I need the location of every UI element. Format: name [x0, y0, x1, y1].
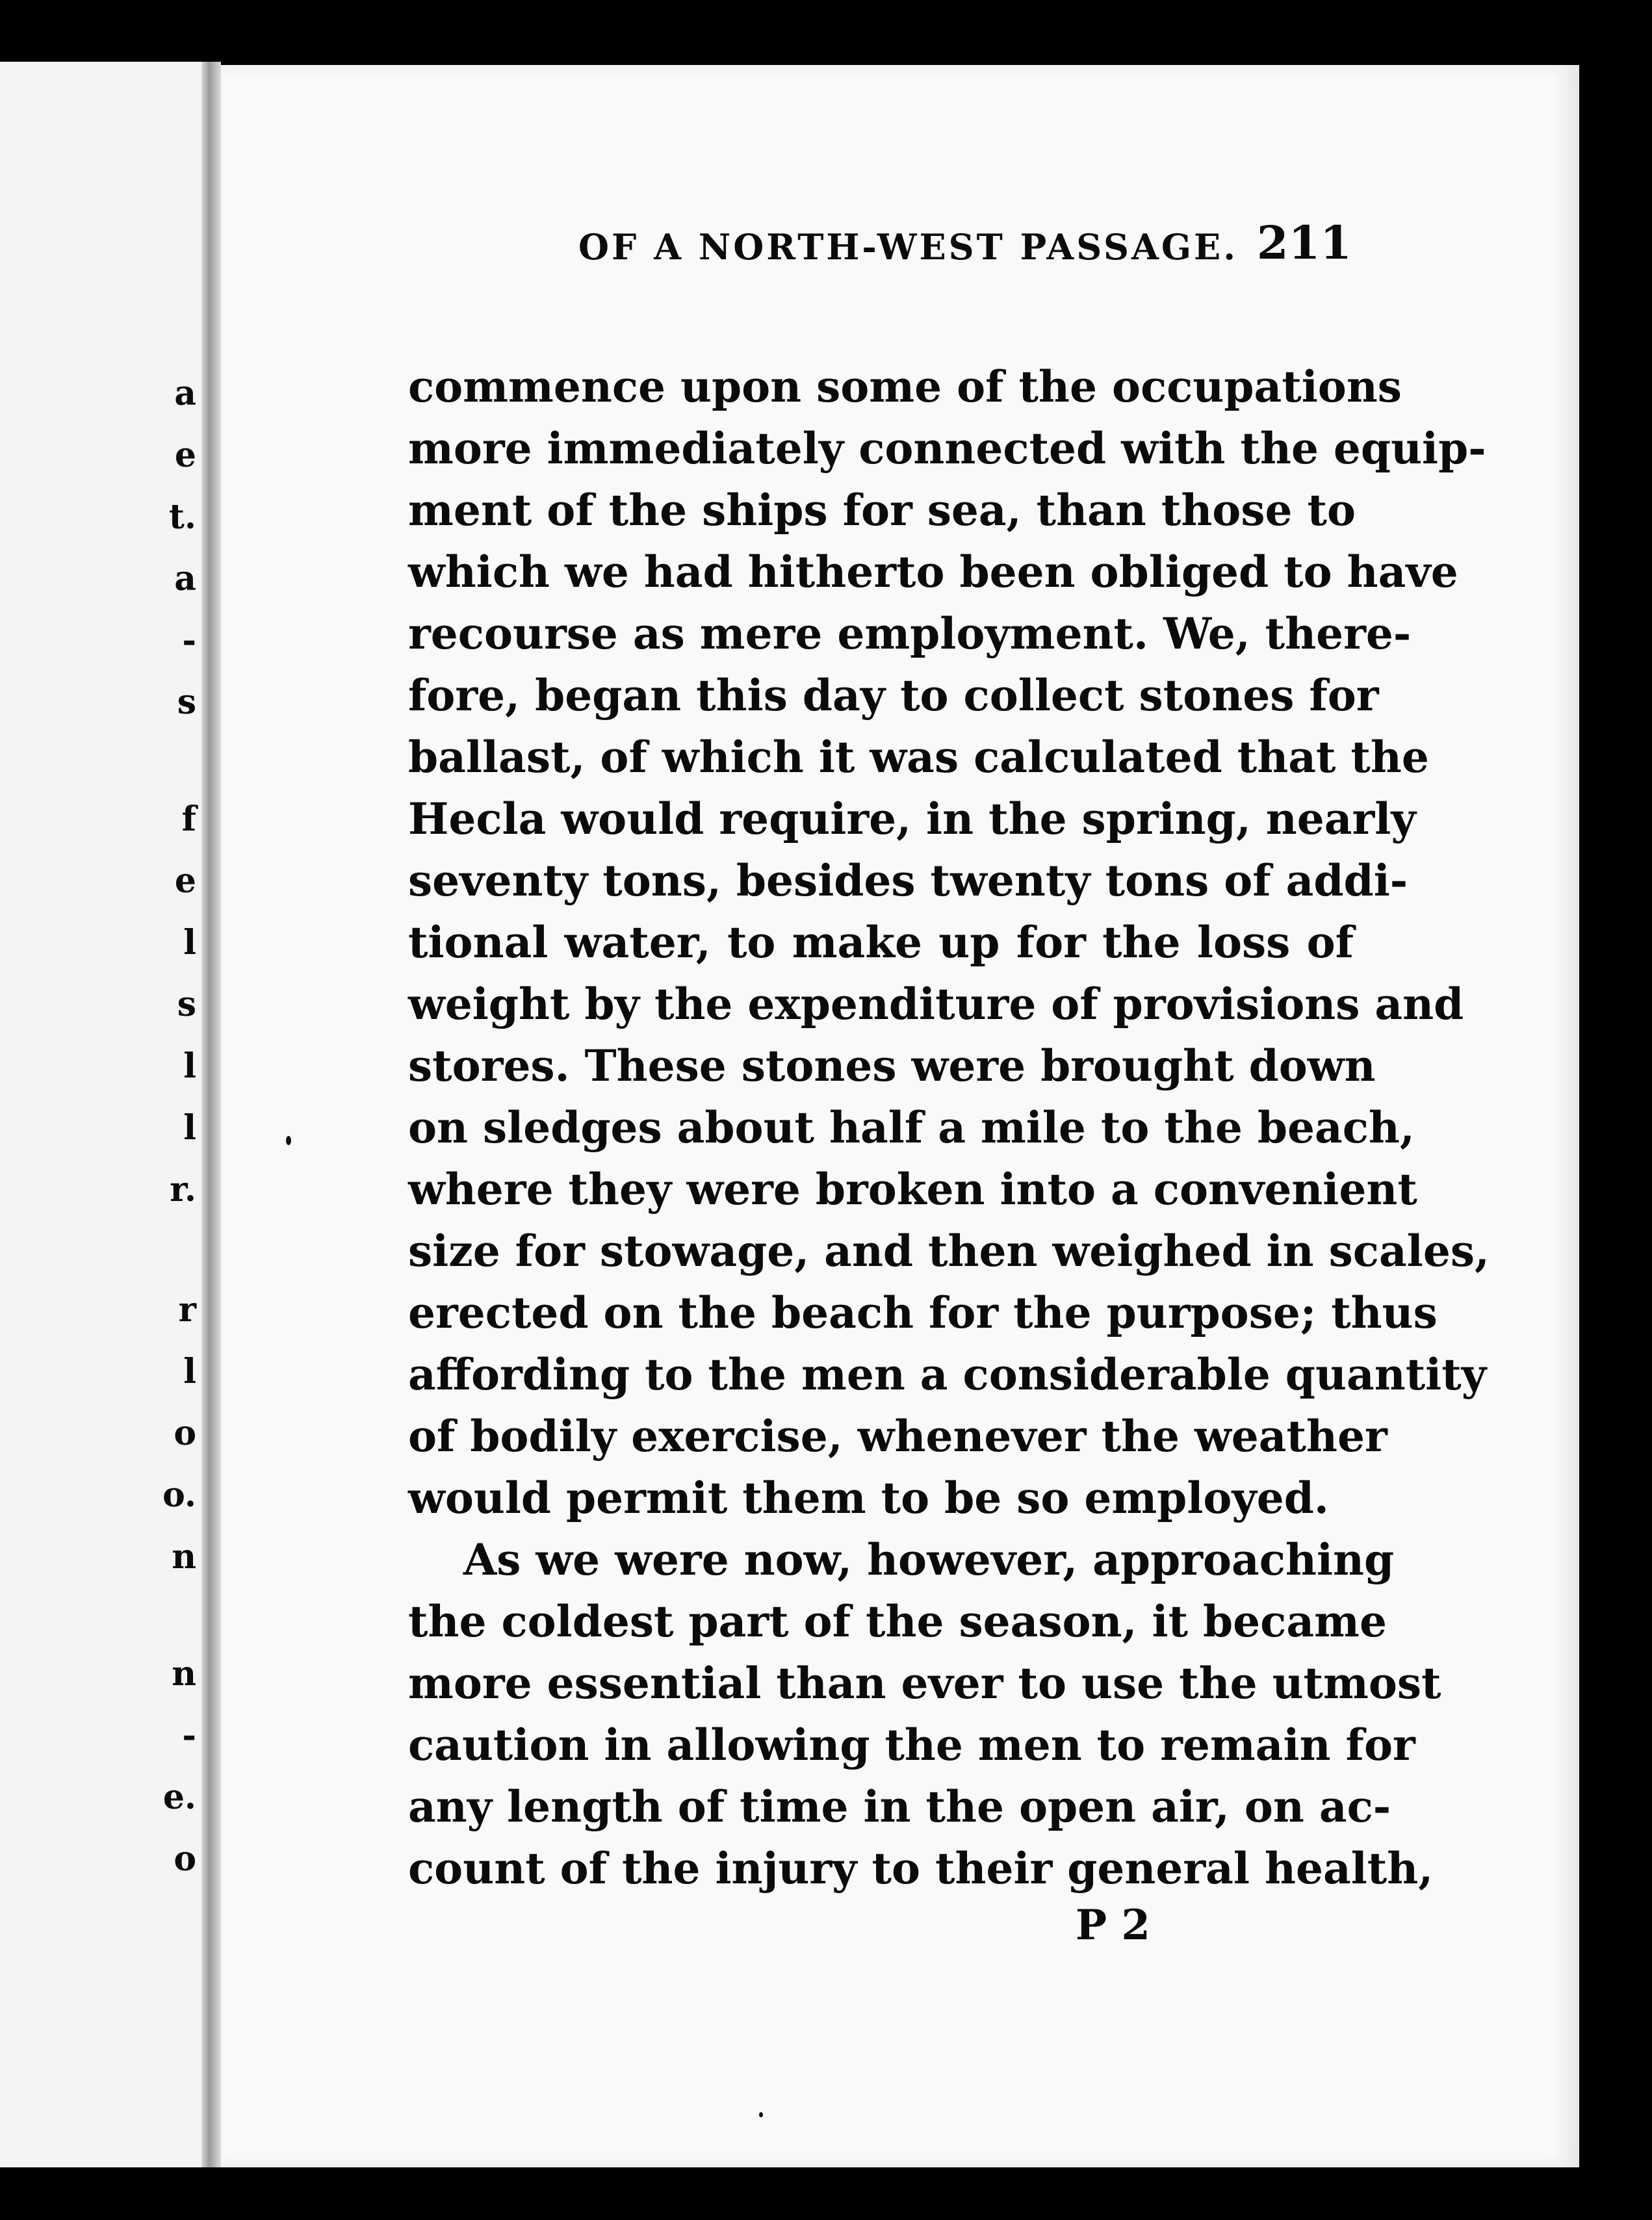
left-page-fragment: o: [174, 1413, 196, 1453]
left-page-fragment: o.: [162, 1475, 196, 1515]
left-page-fragment: a: [174, 374, 196, 413]
text-line: tional water, to make up for the loss of: [408, 917, 1354, 968]
left-page-fragment: e.: [162, 1777, 196, 1817]
left-page-fragment: e: [174, 861, 196, 901]
left-page-fragment: r.: [170, 1170, 196, 1209]
left-page-fragment: e: [174, 435, 196, 475]
body-text: [408, 356, 1490, 1900]
paragraph-first-line: As we were now, however, approaching: [463, 1534, 1395, 1585]
left-page-fragment: n: [172, 1654, 196, 1694]
text-line: stores. These stones were brought down: [408, 1040, 1376, 1091]
text-line: Hecla would require, in the spring, nearly: [408, 794, 1416, 844]
left-page-fragment: s: [177, 682, 196, 722]
left-page-fragment: -: [182, 1716, 196, 1755]
text-line: ballast, of which it was calculated that the: [408, 732, 1429, 782]
running-head: [312, 216, 1365, 281]
left-page-fragment: l: [183, 1046, 196, 1086]
text-line: count of the injury to their general health,: [408, 1843, 1434, 1894]
left-page-fragment: n: [172, 1537, 196, 1577]
left-page-fragment: a: [174, 559, 196, 599]
running-title: OF A NORTH-WEST PASSAGE.: [578, 226, 1239, 268]
text-line: the coldest part of the season, it became: [408, 1596, 1387, 1647]
left-page-fragment: -: [182, 621, 196, 660]
ink-speck: [286, 1136, 291, 1145]
left-facing-page: [0, 62, 201, 2167]
text-line: erected on the beach for the purpose; thus: [408, 1287, 1438, 1338]
ink-speck: [759, 2112, 763, 2117]
left-page-fragment: l: [183, 1108, 196, 1148]
left-page-fragment: t.: [168, 497, 196, 537]
text-line: weight by the expenditure of provisions and: [408, 979, 1464, 1029]
text-line: which we had hitherto been obliged to have: [408, 547, 1458, 597]
text-line: of bodily exercise, whenever the weather: [408, 1411, 1387, 1462]
page-number: 211: [1256, 216, 1352, 270]
text-line: recourse as mere employment. We, there-: [408, 608, 1412, 659]
left-page-fragment: s: [177, 985, 196, 1024]
text-line: on sledges about half a mile to the beach,: [408, 1102, 1415, 1153]
text-line: more essential than ever to use the utmost: [408, 1658, 1441, 1709]
text-line: affording to the men a considerable quantity: [408, 1349, 1487, 1400]
text-line: more immediately connected with the equip-: [408, 423, 1486, 474]
left-page-fragment: r: [178, 1290, 196, 1330]
left-page-fragment: o: [174, 1839, 196, 1879]
left-page-fragment: l: [183, 923, 196, 962]
text-line: commence upon some of the occupations: [408, 361, 1402, 412]
text-line: fore, began this day to collect stones for: [408, 670, 1379, 721]
text-line: seventy tons, besides twenty tons of addi-: [408, 855, 1408, 906]
text-line: caution in allowing the men to remain for: [408, 1720, 1415, 1770]
text-line: ment of the ships for sea, than those to: [408, 485, 1356, 536]
signature-mark: P 2: [1076, 1901, 1150, 1950]
text-line: where they were broken into a convenient: [408, 1164, 1417, 1215]
text-line: size for stowage, and then weighed in scales,: [408, 1226, 1490, 1276]
left-page-fragment: l: [183, 1352, 196, 1391]
text-line: any length of time in the open air, on ac-: [408, 1781, 1391, 1832]
left-page-fragment: f: [181, 799, 196, 839]
paragraph-last-line: would permit them to be so employed.: [408, 1473, 1329, 1523]
book-gutter: [201, 62, 221, 2167]
